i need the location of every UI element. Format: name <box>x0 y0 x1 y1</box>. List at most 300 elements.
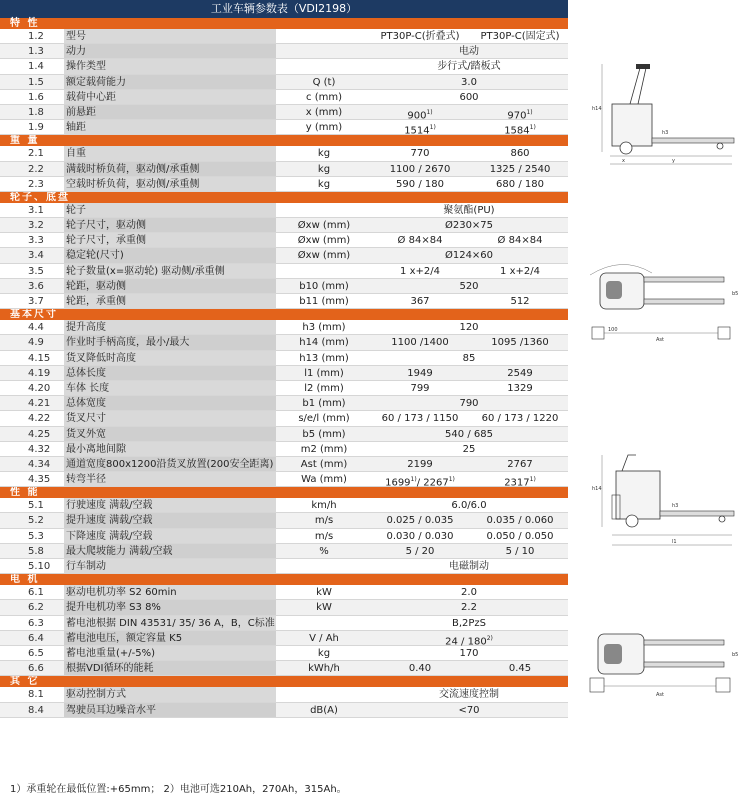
item-name <box>64 498 276 512</box>
item-unit <box>284 233 364 248</box>
item-name-text: 通道宽度800x1200沿货叉放置(200安全距离) <box>66 458 274 470</box>
value-folding-text: 5 / 20 <box>405 545 435 557</box>
dim-y: y <box>672 158 675 164</box>
item-number-text: 5.1 <box>28 500 44 512</box>
table-row <box>0 616 568 631</box>
item-number <box>28 218 50 233</box>
value-folding-text: 799 <box>410 382 430 394</box>
value-folding <box>370 661 470 676</box>
item-value <box>370 218 568 233</box>
value-fixed-text: 1584 <box>504 125 530 137</box>
item-name-text: 前悬距 <box>66 106 96 118</box>
value-fixed <box>472 177 568 192</box>
table-row <box>0 203 568 218</box>
table-row <box>0 366 568 381</box>
value-folding <box>370 29 470 44</box>
dim-l1-2: l1 <box>672 539 677 545</box>
item-value-text: 交流速度控制 <box>439 689 499 701</box>
section-header: 特 性 <box>0 18 568 29</box>
item-number-text: 3.5 <box>28 265 44 277</box>
item-number-text: 6.4 <box>28 632 44 644</box>
section-header: 电 机 <box>0 574 568 585</box>
value-fixed <box>472 146 568 161</box>
item-name-text: 载荷中心距 <box>66 91 116 103</box>
item-number-text: 1.6 <box>28 91 44 103</box>
value-fixed-text: 0.035 / 0.060 <box>486 515 554 527</box>
item-name <box>64 687 276 701</box>
table-row <box>0 105 568 120</box>
table-row <box>0 559 568 574</box>
value-fixed-text: 60 / 173 / 1220 <box>481 413 559 425</box>
dim-100: 100 <box>608 327 618 333</box>
section-header: 其 它 <box>0 676 568 687</box>
item-number <box>28 44 50 59</box>
item-number <box>28 396 50 411</box>
value-folding <box>370 233 470 248</box>
item-name <box>64 75 276 89</box>
table-row <box>0 264 568 279</box>
item-number-text: 4.35 <box>28 474 51 486</box>
item-unit <box>284 279 364 294</box>
item-name-text: 货叉尺寸 <box>66 413 106 425</box>
item-number-text: 1.8 <box>28 106 44 118</box>
table-row <box>0 381 568 396</box>
item-unit-text: dB(A) <box>310 704 338 716</box>
item-name <box>64 661 276 675</box>
table-row <box>0 248 568 263</box>
item-value-text: 2.2 <box>461 602 477 614</box>
item-unit-text: kW <box>316 587 332 599</box>
value-folding-text: 367 <box>410 296 430 307</box>
item-number-text: 4.34 <box>28 458 51 470</box>
item-unit <box>284 146 364 161</box>
item-name-text: 提升速度 满载/空载 <box>66 515 153 527</box>
table-row <box>0 75 568 90</box>
item-unit <box>284 218 364 233</box>
item-value-text: 2.0 <box>461 587 477 599</box>
table-row <box>0 279 568 294</box>
item-unit <box>284 248 364 263</box>
item-unit-text: kW <box>316 602 332 614</box>
value-folding <box>370 335 470 350</box>
section-header: 性 能 <box>0 487 568 498</box>
item-number-text: 6.5 <box>28 647 44 659</box>
item-number <box>28 203 50 218</box>
item-unit <box>284 661 364 676</box>
value-folding-text: 770 <box>410 148 430 160</box>
item-number <box>28 687 50 702</box>
table-row <box>0 427 568 442</box>
value-folding-text: 0.030 / 0.030 <box>386 530 454 542</box>
item-name-text: 行车制动 <box>66 561 106 572</box>
item-name <box>64 90 276 104</box>
item-unit-text: V / Ah <box>309 632 339 644</box>
item-number-text: 5.3 <box>28 530 44 542</box>
item-unit-text: Wa (mm) <box>301 474 347 486</box>
item-number-text: 1.4 <box>28 61 44 73</box>
value-fixed <box>472 335 568 350</box>
item-name <box>64 120 276 134</box>
value-fixed <box>472 29 568 44</box>
item-number <box>28 320 50 335</box>
value-folding-text: PT30P-C(折叠式) <box>380 31 460 42</box>
item-name-text: 型号 <box>66 31 86 42</box>
item-unit-text: Øxw (mm) <box>297 235 351 247</box>
item-number-text: 4.9 <box>28 337 44 349</box>
value-folding-text: 1514 <box>404 125 430 137</box>
value-fixed-text: 680 / 180 <box>496 178 544 190</box>
value-folding-extra: / 2267 <box>416 477 449 489</box>
item-name <box>64 457 276 471</box>
footnote-ref: 2) <box>486 634 493 642</box>
side-view-diagram-2 <box>582 445 738 555</box>
table-row <box>0 411 568 426</box>
item-name <box>64 703 276 717</box>
item-unit <box>284 105 364 120</box>
item-name <box>64 146 276 160</box>
item-number-text: 3.2 <box>28 220 44 232</box>
value-folding <box>370 529 470 544</box>
value-fixed <box>472 381 568 396</box>
item-name <box>64 396 276 410</box>
item-name <box>64 29 276 43</box>
value-fixed-text: 2317 <box>504 477 530 489</box>
item-value-text: <70 <box>458 704 480 716</box>
value-fixed <box>472 529 568 544</box>
footnote-ref: 1) <box>529 124 536 132</box>
value-folding-text: 1100 / 2670 <box>389 163 451 175</box>
table-row <box>0 703 568 718</box>
table-row <box>0 44 568 59</box>
dim-h14-2: h14 <box>592 486 602 492</box>
item-name-text: 轮子 <box>66 204 86 216</box>
item-value <box>370 90 568 105</box>
item-name <box>64 411 276 425</box>
item-value-text: 790 <box>459 398 479 410</box>
item-unit <box>284 703 364 718</box>
top-view-diagram-1 <box>582 255 738 345</box>
item-name-text: 总体长度 <box>66 367 106 379</box>
value-fixed-text: 1095 /1360 <box>491 337 549 349</box>
table-row <box>0 396 568 411</box>
value-fixed-text: 1329 <box>507 382 533 394</box>
value-folding <box>370 544 470 559</box>
item-name <box>64 442 276 456</box>
value-folding <box>370 294 470 309</box>
item-unit <box>284 366 364 381</box>
item-unit-text: m2 (mm) <box>300 443 348 455</box>
value-folding-text: 2199 <box>407 458 433 470</box>
top-view-diagram-2 <box>582 620 738 710</box>
item-number <box>28 646 50 661</box>
item-number-text: 2.3 <box>28 178 44 190</box>
item-number <box>28 472 50 487</box>
item-number-text: 3.7 <box>28 296 44 307</box>
value-fixed <box>472 411 568 426</box>
item-name <box>64 366 276 380</box>
item-value <box>370 44 568 59</box>
item-number-text: 2.1 <box>28 148 44 160</box>
item-unit <box>284 351 364 366</box>
item-number-text: 4.22 <box>28 413 51 425</box>
value-fixed-text: 2767 <box>507 458 533 470</box>
item-value <box>370 646 568 661</box>
item-value <box>370 75 568 90</box>
item-number <box>28 248 50 263</box>
item-name-text: 轮距，承重侧 <box>66 296 126 307</box>
item-name-text: 轮子尺寸，承重侧 <box>66 235 146 247</box>
item-name-text: 驾驶员耳边噪音水平 <box>66 704 156 716</box>
item-number <box>28 411 50 426</box>
item-value-text: 25 <box>462 443 476 455</box>
item-unit <box>284 472 364 487</box>
item-name <box>64 646 276 660</box>
item-number-text: 5.10 <box>28 561 51 572</box>
item-name <box>64 335 276 349</box>
footnote-ref: 1) <box>429 124 436 132</box>
item-value-text: 电磁制动 <box>449 561 489 572</box>
item-value <box>370 320 568 335</box>
item-value-text: 6.0/6.0 <box>451 500 487 512</box>
item-name-text: 空载时桥负荷，驱动侧/承重侧 <box>66 178 200 190</box>
item-value <box>370 703 568 718</box>
item-name-text: 轮距，驱动侧 <box>66 280 126 292</box>
value-folding <box>370 162 470 177</box>
item-number-text: 4.32 <box>28 443 51 455</box>
item-number <box>28 513 50 528</box>
table-row <box>0 646 568 661</box>
item-name <box>64 320 276 334</box>
item-name-text: 轮子尺寸，驱动侧 <box>66 220 146 232</box>
item-name <box>64 59 276 73</box>
item-name <box>64 381 276 395</box>
item-number-text: 4.15 <box>28 352 51 364</box>
value-folding <box>370 264 470 279</box>
table-row <box>0 661 568 676</box>
item-unit-text: % <box>319 545 329 557</box>
item-number <box>28 177 50 192</box>
item-number <box>28 264 50 279</box>
item-number-text: 6.1 <box>28 587 44 599</box>
item-number <box>28 75 50 90</box>
footnote-ref: 1) <box>526 108 533 116</box>
item-value <box>370 427 568 442</box>
value-fixed-text: 2549 <box>507 367 533 379</box>
item-number-text: 8.1 <box>28 689 44 701</box>
item-name-text: 转弯半径 <box>66 474 106 486</box>
item-value <box>370 59 568 74</box>
item-number-text: 6.2 <box>28 602 44 614</box>
value-folding-text: 0.40 <box>408 663 432 675</box>
item-unit-text: b10 (mm) <box>299 280 349 292</box>
item-number <box>28 90 50 105</box>
item-name <box>64 177 276 191</box>
item-number <box>28 529 50 544</box>
item-number <box>28 59 50 74</box>
item-value-text: Ø124×60 <box>444 250 494 262</box>
item-number-text: 3.1 <box>28 204 44 216</box>
table-row <box>0 631 568 646</box>
table-row <box>0 687 568 702</box>
value-folding-text: Ø 84×84 <box>397 235 443 247</box>
item-unit-text: kg <box>317 647 331 659</box>
value-fixed-text: PT30P-C(固定式) <box>480 31 560 42</box>
item-number-text: 4.25 <box>28 428 51 440</box>
table-body <box>0 18 568 718</box>
table-row <box>0 233 568 248</box>
item-number <box>28 600 50 615</box>
item-unit-text: m/s <box>314 515 334 527</box>
dim-h3-2: h3 <box>672 503 679 509</box>
item-number <box>28 29 50 44</box>
item-value-text: 步行式/踏板式 <box>437 61 501 73</box>
footnote-ref: 1) <box>448 476 455 484</box>
item-number <box>28 703 50 718</box>
value-folding <box>370 146 470 161</box>
value-fixed <box>472 457 568 472</box>
item-unit <box>284 427 364 442</box>
item-number-text: 4.20 <box>28 382 51 394</box>
table-row <box>0 59 568 74</box>
item-number <box>28 105 50 120</box>
item-number <box>28 381 50 396</box>
item-unit <box>284 529 364 544</box>
item-unit-text: km/h <box>311 500 337 512</box>
item-value-text: Ø230×75 <box>444 220 494 232</box>
item-number <box>28 457 50 472</box>
value-folding-text: 60 / 173 / 1150 <box>381 413 459 425</box>
item-number <box>28 146 50 161</box>
item-unit-text: c (mm) <box>306 91 342 103</box>
item-unit-text: m/s <box>314 530 334 542</box>
item-name <box>64 513 276 527</box>
item-value <box>370 687 568 702</box>
item-number-text: 8.4 <box>28 704 44 716</box>
item-unit-text: Øxw (mm) <box>297 250 351 262</box>
item-unit-text: x (mm) <box>305 106 343 118</box>
item-value <box>370 585 568 600</box>
item-number-text: 6.6 <box>28 663 44 675</box>
item-number <box>28 661 50 676</box>
value-folding <box>370 366 470 381</box>
item-name <box>64 427 276 441</box>
item-name <box>64 294 276 308</box>
item-unit <box>284 396 364 411</box>
value-fixed <box>472 294 568 309</box>
item-value-text: B,2PzS <box>451 617 487 629</box>
item-number <box>28 544 50 559</box>
value-fixed-text: 860 <box>510 148 530 160</box>
item-name-text: 驱动控制方式 <box>66 689 126 701</box>
value-folding-text: 1 x+2/4 <box>400 265 440 277</box>
item-unit-text: kg <box>317 178 331 190</box>
value-fixed-text: 512 <box>510 296 530 307</box>
item-number-text: 4.4 <box>28 322 44 334</box>
value-fixed <box>472 233 568 248</box>
item-name-text: 货叉降低时高度 <box>66 352 136 364</box>
item-number <box>28 162 50 177</box>
item-name <box>64 585 276 599</box>
item-value-text: 聚氨酯(PU) <box>443 204 495 216</box>
item-name <box>64 279 276 293</box>
item-number <box>28 294 50 309</box>
table-row <box>0 120 568 135</box>
section-header: 重 量 <box>0 135 568 146</box>
item-name-text: 操作类型 <box>66 61 106 73</box>
item-value <box>370 498 568 513</box>
item-value-text: 520 <box>459 280 479 292</box>
item-value-text: 24 / 180 <box>445 636 487 648</box>
item-unit-text: h14 (mm) <box>299 337 349 349</box>
item-number-text: 4.21 <box>28 398 51 410</box>
item-number <box>28 442 50 457</box>
item-name-text: 根据VDI循环的能耗 <box>66 663 154 675</box>
dim-ast: Ast <box>656 337 664 343</box>
item-number-text: 6.3 <box>28 617 44 629</box>
item-name <box>64 248 276 262</box>
item-number <box>28 559 50 574</box>
table-row <box>0 294 568 309</box>
item-value <box>370 559 568 574</box>
item-name-text: 下降速度 满载/空载 <box>66 530 153 542</box>
item-unit <box>284 513 364 528</box>
value-folding-text: 900 <box>407 110 427 122</box>
value-fixed-text: 0.050 / 0.050 <box>486 530 554 542</box>
item-name-text: 驱动电机功率 S2 60min <box>66 587 177 599</box>
table-row <box>0 177 568 192</box>
value-folding-text: 0.025 / 0.035 <box>386 515 454 527</box>
table-row <box>0 544 568 559</box>
item-unit <box>284 90 364 105</box>
item-number-text: 5.8 <box>28 545 44 557</box>
value-folding <box>370 457 470 472</box>
item-name-text: 提升高度 <box>66 322 106 334</box>
value-folding <box>370 411 470 426</box>
item-name-text: 轴距 <box>66 122 86 134</box>
item-unit <box>284 411 364 426</box>
section-header: 基本尺寸 <box>0 309 568 320</box>
item-number <box>28 585 50 600</box>
table-row <box>0 162 568 177</box>
value-folding-text: 1949 <box>407 367 433 379</box>
item-unit <box>284 120 364 135</box>
item-name-text: 车体 长度 <box>66 382 110 394</box>
item-name-text: 最大爬坡能力 满载/空载 <box>66 545 173 557</box>
item-name <box>64 105 276 119</box>
item-number-text: 1.3 <box>28 46 44 58</box>
item-name <box>64 44 276 58</box>
item-name-text: 总体宽度 <box>66 398 106 410</box>
value-folding-text: 590 / 180 <box>396 178 444 190</box>
value-fixed <box>472 472 568 490</box>
item-value <box>370 396 568 411</box>
value-fixed <box>472 513 568 528</box>
item-unit <box>284 457 364 472</box>
item-unit-text: s/e/l (mm) <box>298 413 350 425</box>
item-name-text: 满载时桥负荷，驱动侧/承重侧 <box>66 163 200 175</box>
item-unit-text: b1 (mm) <box>302 398 346 410</box>
item-number-text: 2.2 <box>28 163 44 175</box>
table-row <box>0 498 568 513</box>
item-unit-text: kWh/h <box>308 663 340 675</box>
item-unit-text: Øxw (mm) <box>297 220 351 232</box>
item-number <box>28 335 50 350</box>
item-number-text: 3.4 <box>28 250 44 262</box>
dim-ast-2: Ast <box>656 692 664 698</box>
item-unit-text: b11 (mm) <box>299 296 349 307</box>
footnote-ref: 1) <box>410 476 417 484</box>
value-fixed-text: Ø 84×84 <box>497 235 543 247</box>
